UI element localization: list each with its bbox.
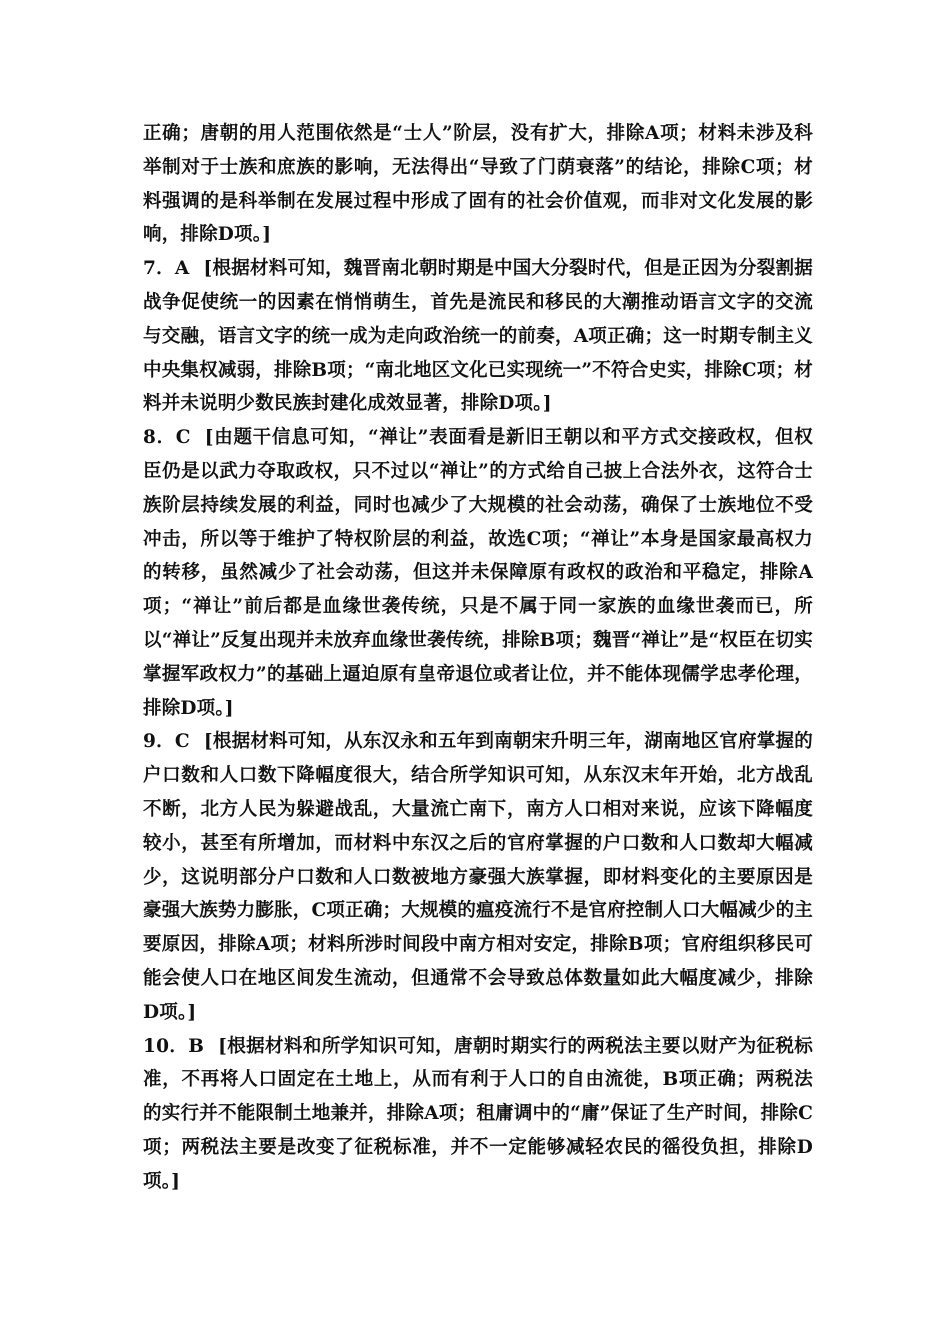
answer-text: 正确；唐朝的用人范围依然是“士人”阶层，没有扩大，排除A项；材料未涉及科举制对于士族和庶族的影响，无法得出“导致了门荫衰落”的结论，排除C项；材料强调的是科举制在发展过程中形成了固有的社会价值观，而非对文化发展的影响，排除D项。]	[143, 123, 813, 246]
answer-text: [根据材料和所学知识可知，唐朝时期实行的两税法主要以财产为征税标准，不再将人口固定在土地上，从而有利于人口的自由流徙，B项正确；两税法的实行并不能限制土地兼并，排除A项；租庸调中的“庸”保证了生产时间，排除C项；两税法主要是改变了征税标准，并不一定能够减轻农民的徭役负担，排除D项。]	[143, 1035, 814, 1192]
answer-7	[143, 252, 813, 421]
answer-number: 10．B	[143, 1035, 205, 1057]
answer-number: 7．A	[143, 258, 190, 280]
answer-text: [根据材料可知，从东汉永和五年到南朝宋升明三年，湖南地区官府掌握的户口数和人口数下降幅度很大，结合所学知识可知，从东汉末年开始，北方战乱不断，北方人民为躲避战乱，大量流亡南下，南方人口相对来说，应该下降幅度较小，甚至有所增加，而材料中东汉之后的官府掌握的户口数和人口数却大幅减少，这说明部分户口数和人口数被地方豪强大族掌握，即材料变化的主要原因是豪强大族势力膨胀，C项正确；大规模的瘟疫流行不是官府控制人口大幅减少的主要原因，排除A项；材料所涉时间段中南方相对安定，排除B项；官府组织移民可能会使人口在地区间发生流动，但通常不会导致总体数量如此大幅度减少，排除D项。]	[143, 731, 813, 1023]
answer-8	[143, 421, 813, 725]
answer-9	[143, 725, 813, 1029]
answer-continuation	[143, 117, 813, 252]
answer-10	[143, 1030, 813, 1199]
answer-text: [根据材料可知，魏晋南北朝时期是中国大分裂时代，但是正因为分裂割据战争促使统一的因素在悄悄萌生，首先是流民和移民的大潮推动语言文字的交流与交融，语言文字的统一成为走向政治统一的前奏，A项正确；这一时期专制主义中央集权减弱，排除B项；“南北地区文化已实现统一”不符合史实，排除C项；材料并未说明少数民族封建化成效显著，排除D项。]	[143, 258, 814, 415]
answer-number: 9．C	[143, 731, 190, 753]
answer-number: 8．C	[143, 427, 191, 449]
document-page	[143, 117, 813, 1199]
answer-text: [由题干信息可知，“禅让”表面看是新旧王朝以和平方式交接政权，但权臣仍是以武力夺取政权，只不过以“禅让”的方式给自己披上合法外衣，这符合士族阶层持续发展的利益，同时也减少了大规模的社会动荡，确保了士族地位不受冲击，所以等于维护了特权阶层的利益，故选C项；“禅让”本身是国家最高权力的转移，虽然减少了社会动荡，但这并未保障原有政权的政治和平稳定，排除A项；“禅让”前后都是血缘世袭传统，只是不属于同一家族的血缘世袭而已，所以“禅让”反复出现并未放弃血缘世袭传统，排除B项；魏晋“禅让”是“权臣在切实掌握军政权力”的基础上逼迫原有皇帝退位或者让位，并不能体现儒学忠孝伦理，排除D项。]	[143, 427, 814, 719]
